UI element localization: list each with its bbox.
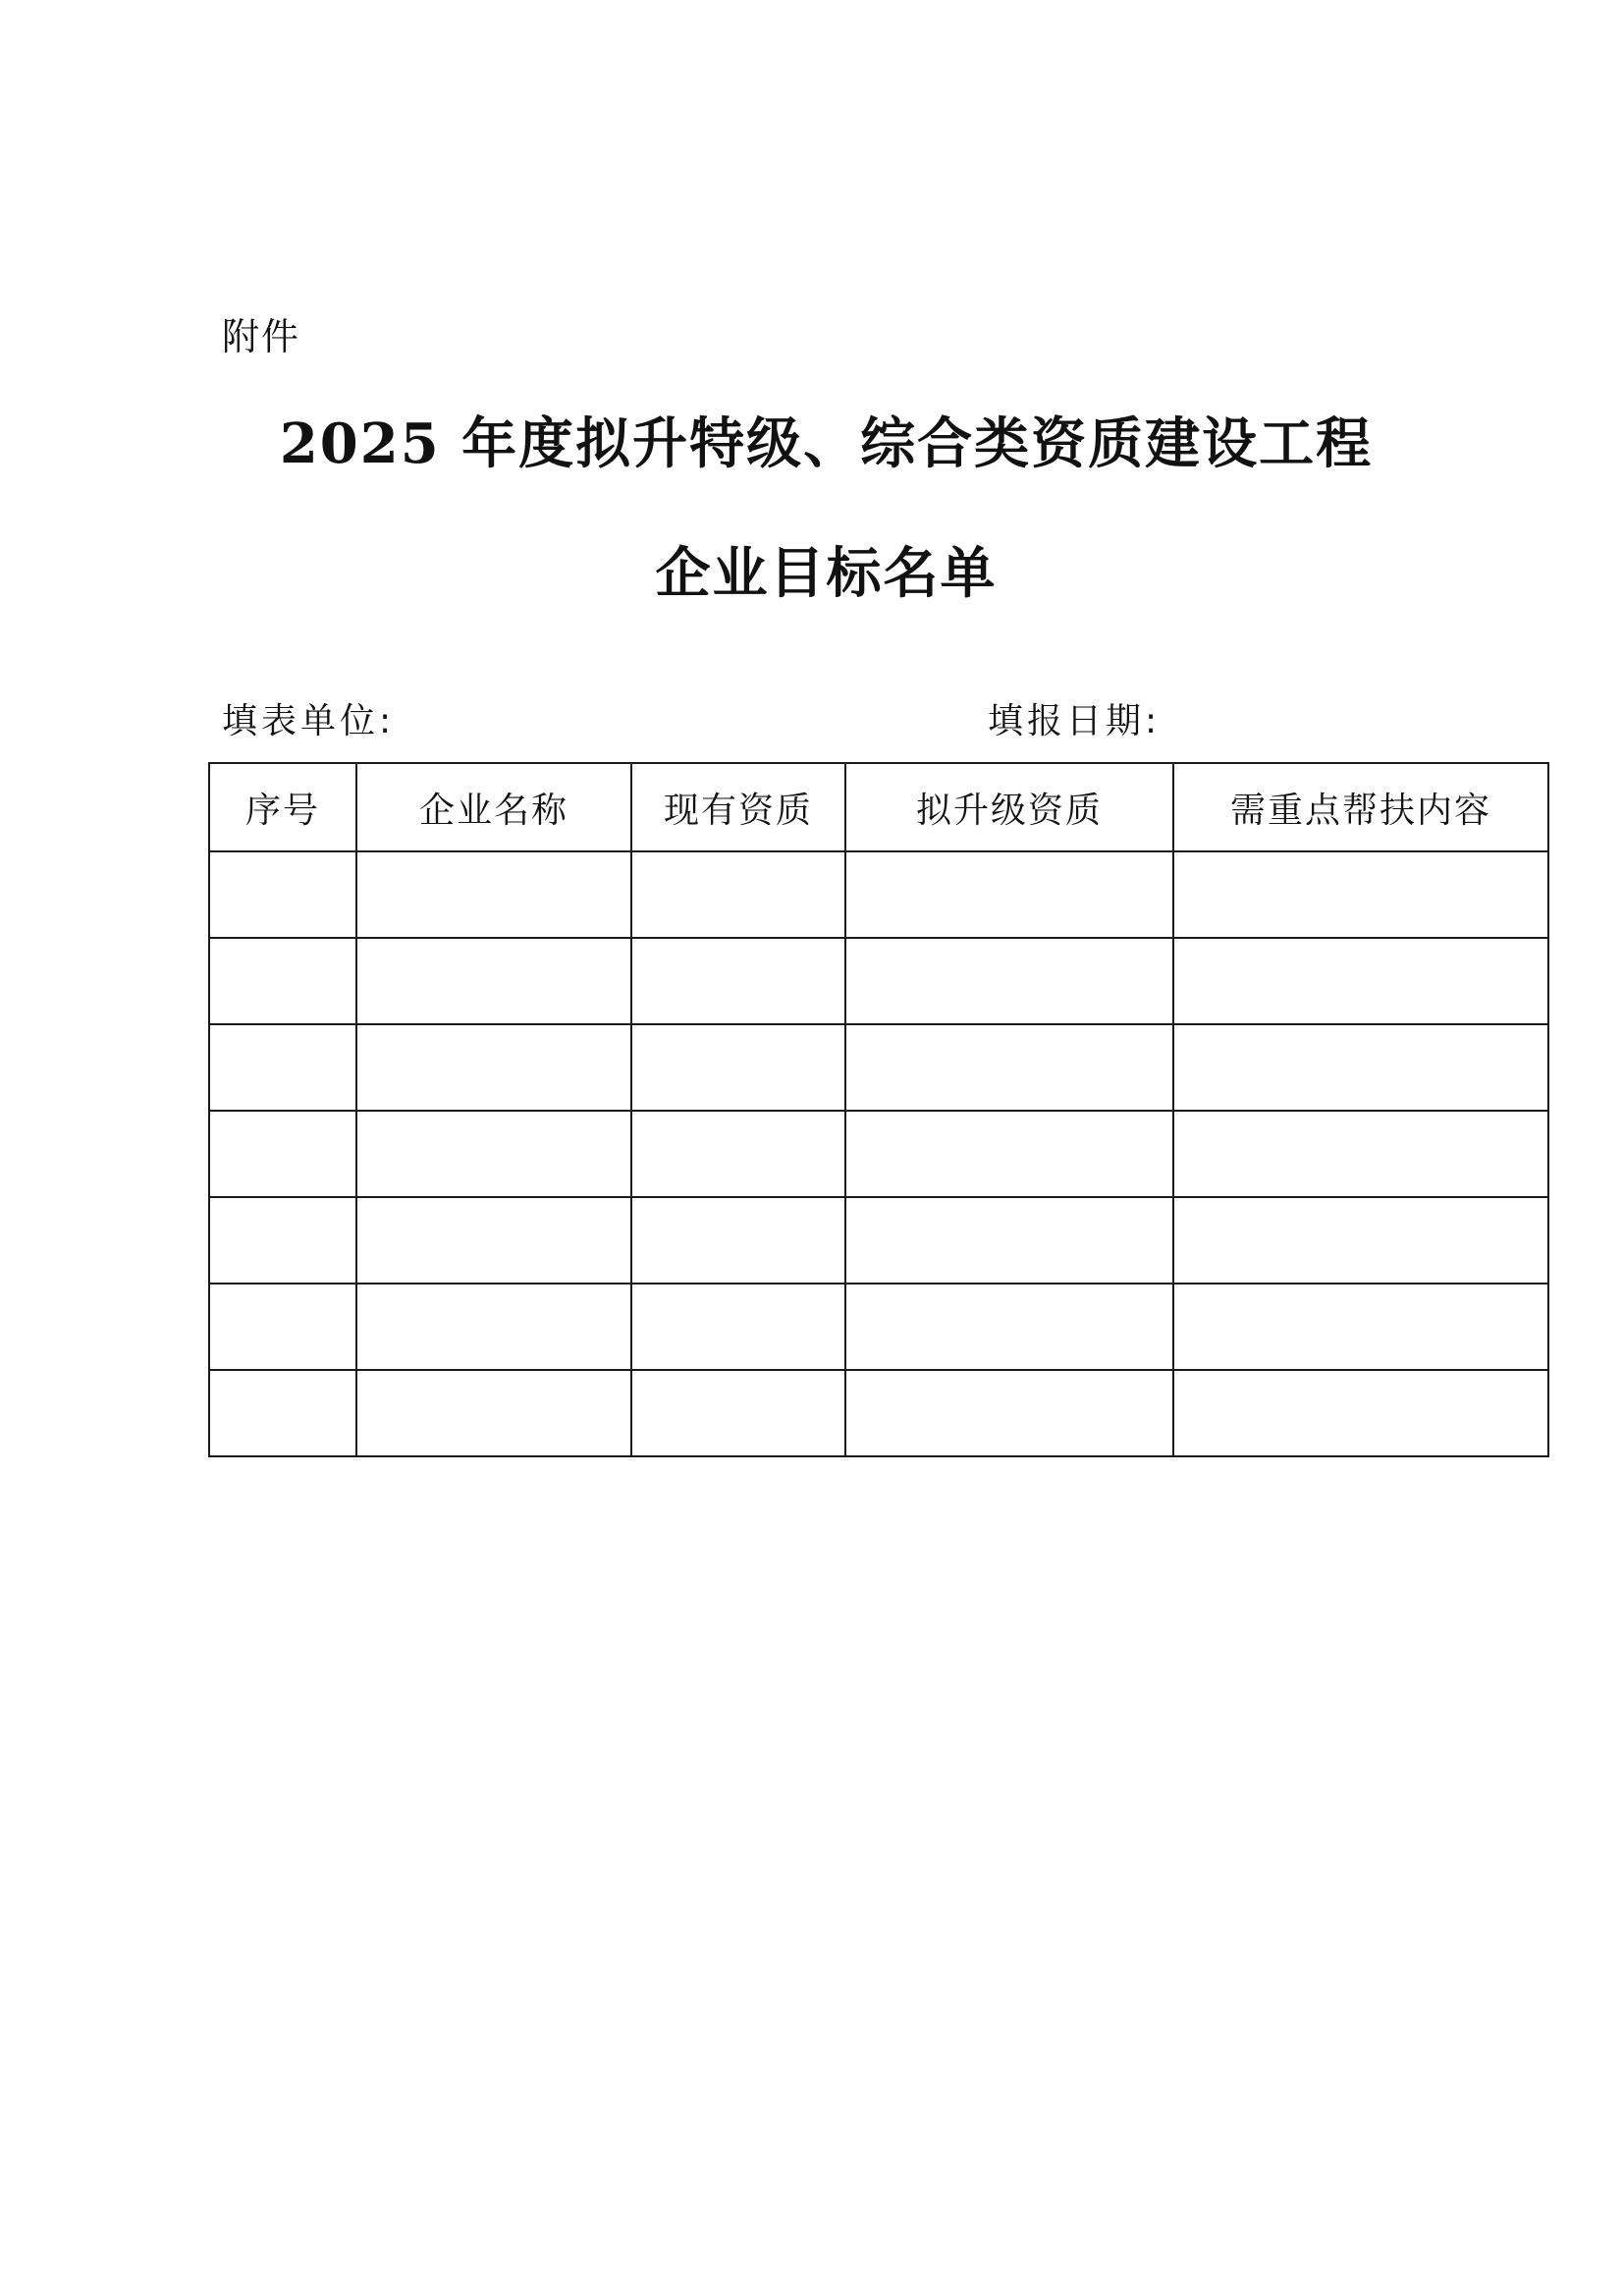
table-cell <box>631 1284 845 1370</box>
table-cell <box>209 1370 356 1456</box>
header-serial-number: 序号 <box>209 763 356 851</box>
table-cell <box>631 1111 845 1197</box>
table-cell <box>356 851 631 938</box>
table-cell <box>631 938 845 1024</box>
attachment-label: 附件 <box>222 315 301 358</box>
table-cell <box>1173 1197 1548 1284</box>
table-cell <box>845 1197 1173 1284</box>
table-row <box>209 938 1548 1024</box>
table-cell <box>209 1284 356 1370</box>
header-target-qualification: 拟升级资质 <box>845 763 1173 851</box>
document-title-line-1: 2025 年度拟升特级、综合类资质建设工程 <box>279 411 1374 476</box>
table-cell <box>631 1197 845 1284</box>
table-row <box>209 1370 1548 1456</box>
table-cell <box>356 1024 631 1111</box>
enterprise-list-table <box>208 762 1549 1457</box>
header-enterprise-name: 企业名称 <box>356 763 631 851</box>
table-cell <box>845 1370 1173 1456</box>
table-cell <box>209 938 356 1024</box>
table-row <box>209 1111 1548 1197</box>
table-cell <box>209 851 356 938</box>
table-row <box>209 1197 1548 1284</box>
table-cell <box>356 1111 631 1197</box>
table-cell <box>1173 1370 1548 1456</box>
document-title-line-2: 企业目标名单 <box>655 541 998 606</box>
table-cell <box>1173 1111 1548 1197</box>
table-cell <box>209 1024 356 1111</box>
header-current-qualification: 现有资质 <box>631 763 845 851</box>
table-cell <box>356 938 631 1024</box>
table-cell <box>1173 938 1548 1024</box>
table-cell <box>1173 1024 1548 1111</box>
table-cell <box>356 1284 631 1370</box>
table-cell <box>631 1024 845 1111</box>
table-row <box>209 851 1548 938</box>
table-header-row <box>209 763 1548 851</box>
header-support-content: 需重点帮扶内容 <box>1173 763 1548 851</box>
fill-unit-label: 填表单位: <box>222 701 396 741</box>
table-cell <box>356 1370 631 1456</box>
fill-date-label: 填报日期: <box>988 701 1162 741</box>
table-cell <box>209 1197 356 1284</box>
table-row <box>209 1284 1548 1370</box>
table-cell <box>209 1111 356 1197</box>
table-cell <box>356 1197 631 1284</box>
table-row <box>209 1024 1548 1111</box>
table-cell <box>845 1111 1173 1197</box>
table-cell <box>631 851 845 938</box>
table-cell <box>845 1284 1173 1370</box>
table-cell <box>1173 1284 1548 1370</box>
table-cell <box>845 938 1173 1024</box>
table-cell <box>845 851 1173 938</box>
table-cell <box>1173 851 1548 938</box>
table-cell <box>631 1370 845 1456</box>
table-cell <box>845 1024 1173 1111</box>
